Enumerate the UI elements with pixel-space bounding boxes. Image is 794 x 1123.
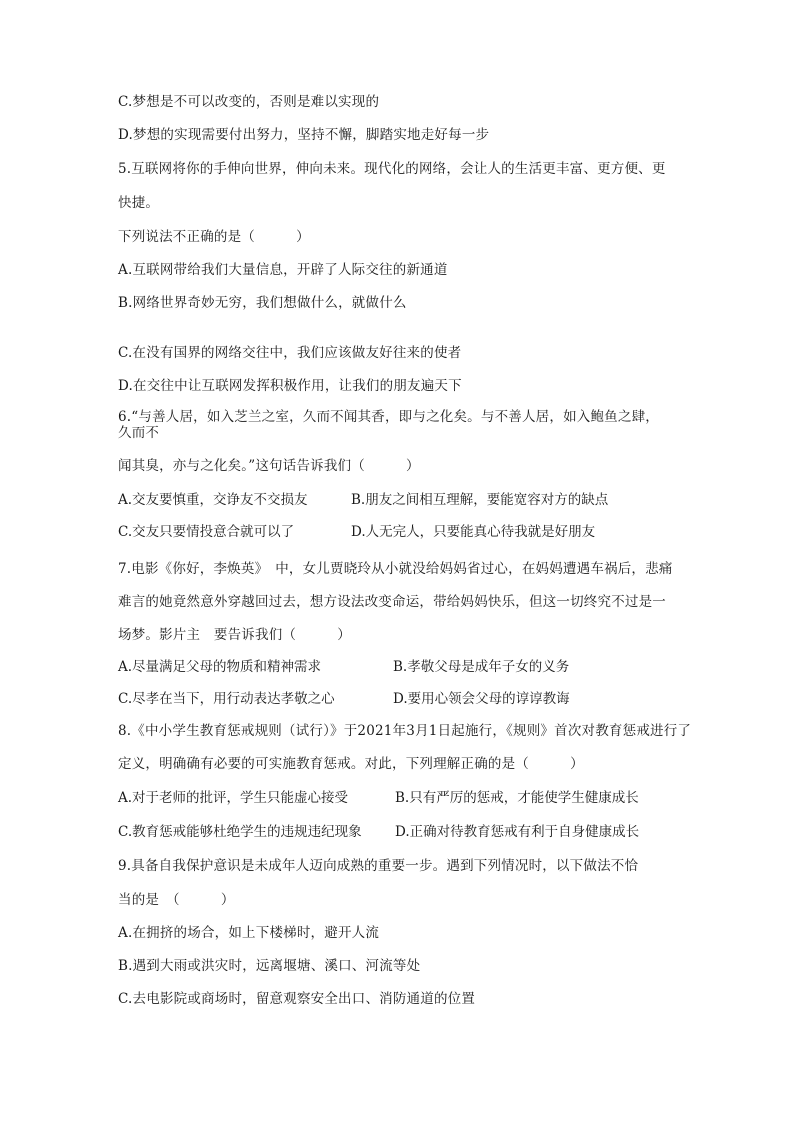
q5-stem-line1: 5.互联网将你的手伸向世界，伸向未来。现代化的网络，会让人的生活更丰富、更方便、更 bbox=[118, 161, 666, 177]
q8-option-a: A.对于老师的批评，学生只能虚心接受 bbox=[118, 790, 349, 806]
q7-option-b: B.孝敬父母是成年子女的义务 bbox=[393, 659, 570, 675]
q8-option-c: C.教育惩戒能够杜绝学生的违规违纪现象 bbox=[118, 824, 362, 840]
q6-stem-line3: 闻其臭，亦与之化矣。”这句话告诉我们（ ） bbox=[118, 458, 420, 474]
q9-option-b: B.遇到大雨或洪灾时，远离堰塘、溪口、河流等处 bbox=[118, 958, 421, 974]
q5-stem-line2: 快捷。 bbox=[118, 195, 160, 211]
q8-stem-line2: 定义，明确确有必要的可实施教育惩戒。对此，下列理解正确的是（ ） bbox=[118, 756, 584, 772]
q4-option-c: C.梦想是不可以改变的，否则是难以实现的 bbox=[118, 94, 380, 110]
q7-option-d: D.要用心领会父母的谆谆教诲 bbox=[393, 691, 570, 707]
q7-stem-line1: 7.电影《你好，李焕英》 中，女儿贾晓玲从小就没给妈妈省过心，在妈妈遭遇车祸后，悲痛 bbox=[118, 561, 673, 577]
q6-option-a: A.交友要慎重，交诤友不交损友 bbox=[118, 492, 308, 508]
q6-stem-line1: 6.“与善人居，如入芝兰之室，久而不闻其香，即与之化矣。与不善人居，如入鲍鱼之肆， bbox=[118, 409, 659, 425]
q5-option-c: C.在没有国界的网络交往中，我们应该做友好往来的使者 bbox=[118, 345, 462, 361]
q5-question: 下列说法不正确的是（ ） bbox=[118, 229, 310, 245]
q9-stem-line2: 当的是 （ ） bbox=[118, 892, 235, 908]
q6-option-d: D.人无完人，只要能真心待我就是好朋友 bbox=[351, 524, 596, 540]
q8-option-d: D.正确对待教育惩戒有利于自身健康成长 bbox=[395, 824, 640, 840]
q7-stem-line3: 场梦。影片主 要告诉我们（ ） bbox=[118, 627, 351, 643]
q7-option-c: C.尽孝在当下，用行动表达孝敬之心 bbox=[118, 691, 335, 707]
q8-stem-line1: 8.《中小学生教育惩戒规则（试行）》于2021年3月1日起施行，《规则》首次对教育惩戒进行了 bbox=[118, 723, 692, 739]
q9-option-c: C.去电影院或商场时，留意观察安全出口、消防通道的位置 bbox=[118, 991, 476, 1007]
q5-option-d: D.在交往中让互联网发挥积极作用，让我们的朋友遍天下 bbox=[118, 378, 462, 394]
q7-stem-line2: 难言的她竟然意外穿越回过去，想方设法改变命运，带给妈妈快乐，但这一切终究不过是一 bbox=[118, 594, 666, 610]
q5-option-a: A.互联网带给我们大量信息，开辟了人际交往的新通道 bbox=[118, 262, 448, 278]
q8-option-b: B.只有严厉的惩戒，才能使学生健康成长 bbox=[395, 790, 639, 806]
q6-option-b: B.朋友之间相互理解，要能宽容对方的缺点 bbox=[351, 492, 609, 508]
q9-option-a: A.在拥挤的场合，如上下楼梯时，避开人流 bbox=[118, 925, 380, 941]
q7-option-a: A.尽量满足父母的物质和精神需求 bbox=[118, 659, 322, 675]
q5-option-b: B.网络世界奇妙无穷，我们想做什么，就做什么 bbox=[118, 295, 407, 311]
q4-option-d: D.梦想的实现需要付出努力，坚持不懈，脚踏实地走好每一步 bbox=[118, 127, 490, 143]
q6-option-c: C.交友只要情投意合就可以了 bbox=[118, 524, 295, 540]
q6-stem-line2: 久而不 bbox=[118, 425, 160, 441]
q9-stem-line1: 9.具备自我保护意识是未成年人迈向成熟的重要一步。遇到下列情况时，以下做法不恰 bbox=[118, 858, 639, 874]
